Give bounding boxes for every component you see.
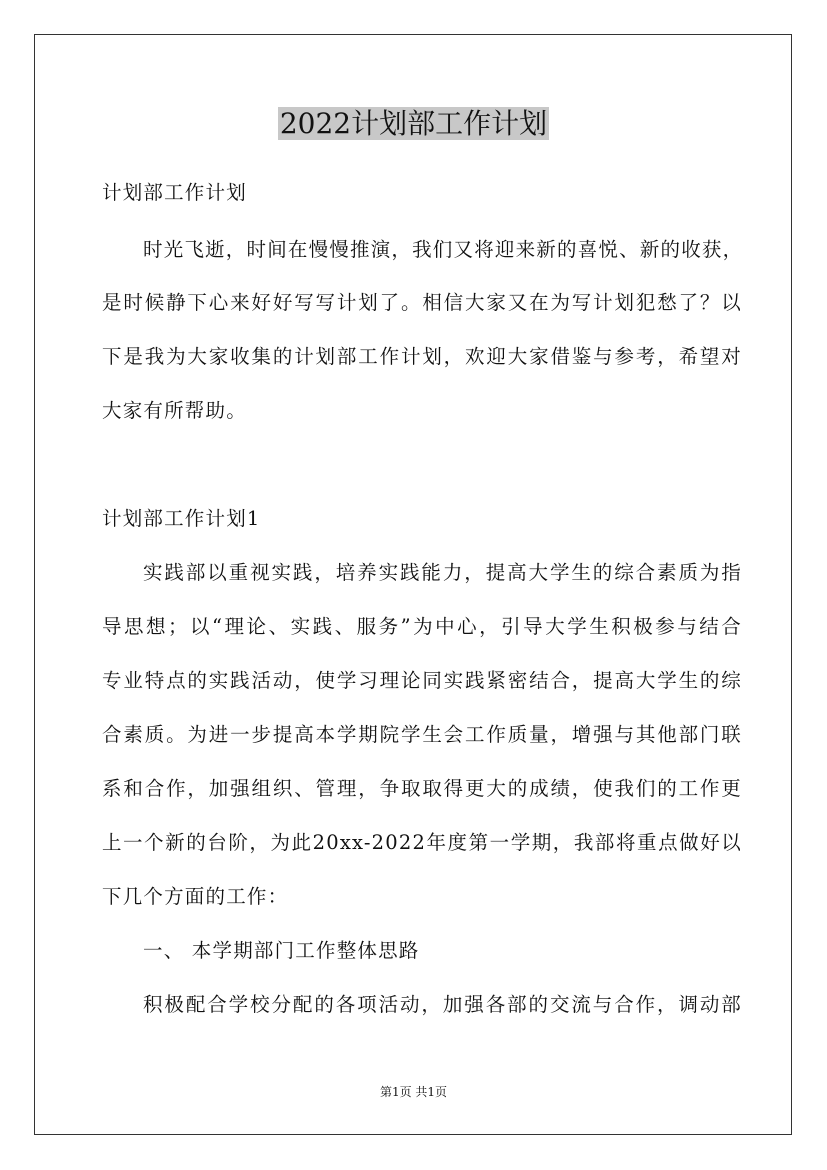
document-subtitle: 计划部工作计划: [102, 181, 247, 204]
section-body-line-3: 专业特点的实践活动，使学习理论同实践紧密结合，提高大学生的综: [102, 669, 742, 692]
document-title: [0, 104, 827, 144]
document-title-text: 2022计划部工作计划: [279, 107, 548, 140]
section-body-line-1: 实践部以重视实践，培养实践能力，提高大学生的综合素质为指: [143, 561, 742, 584]
section-body-line-7: 下几个方面的工作：: [102, 885, 289, 908]
section-heading: 计划部工作计划1: [102, 507, 261, 530]
section-body-line-2: 导思想；以“理论、实践、服务”为中心，引导大学生积极参与结合: [102, 615, 742, 638]
section-body-line-4: 合素质。为进一步提高本学期院学生会工作质量，增强与其他部门联: [102, 723, 742, 746]
page-footer: 第1页 共1页: [379, 1085, 448, 1099]
intro-line-2: 是时候静下心来好好写写计划了。相信大家又在为写计划犯愁了？以: [102, 291, 742, 314]
section-body-line-6: 上一个新的台阶，为此20xx-2022年度第一学期，我部将重点做好以: [102, 831, 742, 854]
intro-line-4: 大家有所帮助。: [102, 399, 247, 422]
item-body-line-1: 积极配合学校分配的各项活动，加强各部的交流与合作，调动部: [143, 993, 742, 1016]
intro-line-1: 时光飞逝，时间在慢慢推演，我们又将迎来新的喜悦、新的收获，: [143, 238, 744, 261]
item-heading: 一、 本学期部门工作整体思路: [143, 939, 420, 962]
intro-line-3: 下是我为大家收集的计划部工作计划，欢迎大家借鉴与参考，希望对: [102, 345, 742, 368]
section-body-line-5: 系和合作，加强组织、管理，争取取得更大的成绩，使我们的工作更: [102, 777, 742, 800]
